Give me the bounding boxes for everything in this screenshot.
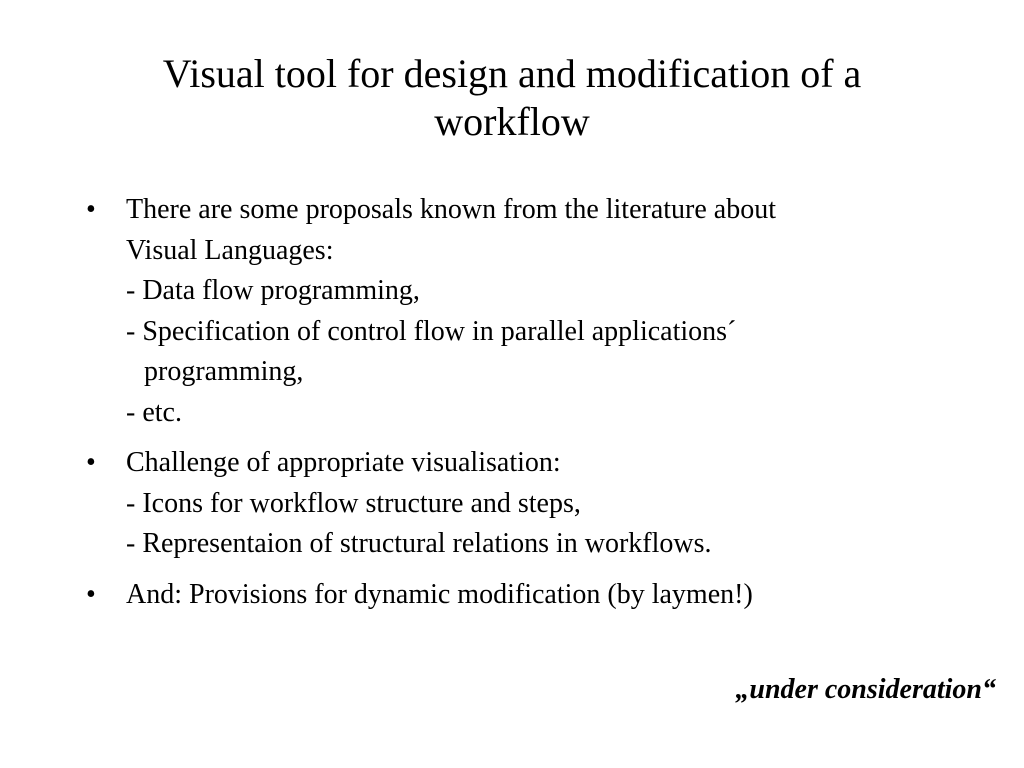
bullet-item bbox=[86, 190, 966, 433]
bullet-text-line: Visual Languages: bbox=[126, 234, 334, 266]
bullet-text-line: And: Provisions for dynamic modification (by laymen!) bbox=[126, 578, 753, 610]
slide-title bbox=[92, 50, 932, 146]
bullet-text-line: There are some proposals known from the literature about bbox=[126, 194, 777, 225]
bullet-list bbox=[86, 190, 966, 625]
bullet-icon: • bbox=[86, 194, 96, 225]
slide-title-line: workflow bbox=[434, 99, 590, 144]
bullet-icon: • bbox=[86, 447, 96, 478]
bullet-text-line: - Icons for workflow structure and steps, bbox=[126, 487, 581, 519]
bullet-text-line: - Specification of control flow in parallel applications´ bbox=[126, 315, 737, 347]
slide-title-line: Visual tool for design and modification of a bbox=[162, 51, 862, 96]
bullet-text-line: programming, bbox=[144, 356, 304, 387]
bullet-item bbox=[86, 443, 966, 565]
bullet-text-line: - etc. bbox=[126, 396, 182, 428]
footnote-under-consideration: „under consideration“ bbox=[735, 674, 996, 705]
bullet-icon: • bbox=[86, 578, 96, 610]
bullet-text-line: - Data flow programming, bbox=[126, 275, 420, 306]
bullet-item bbox=[86, 575, 966, 616]
bullet-text-line: Challenge of appropriate visualisation: bbox=[126, 447, 561, 478]
bullet-text-line: - Representaion of structural relations in workflows. bbox=[126, 528, 712, 559]
